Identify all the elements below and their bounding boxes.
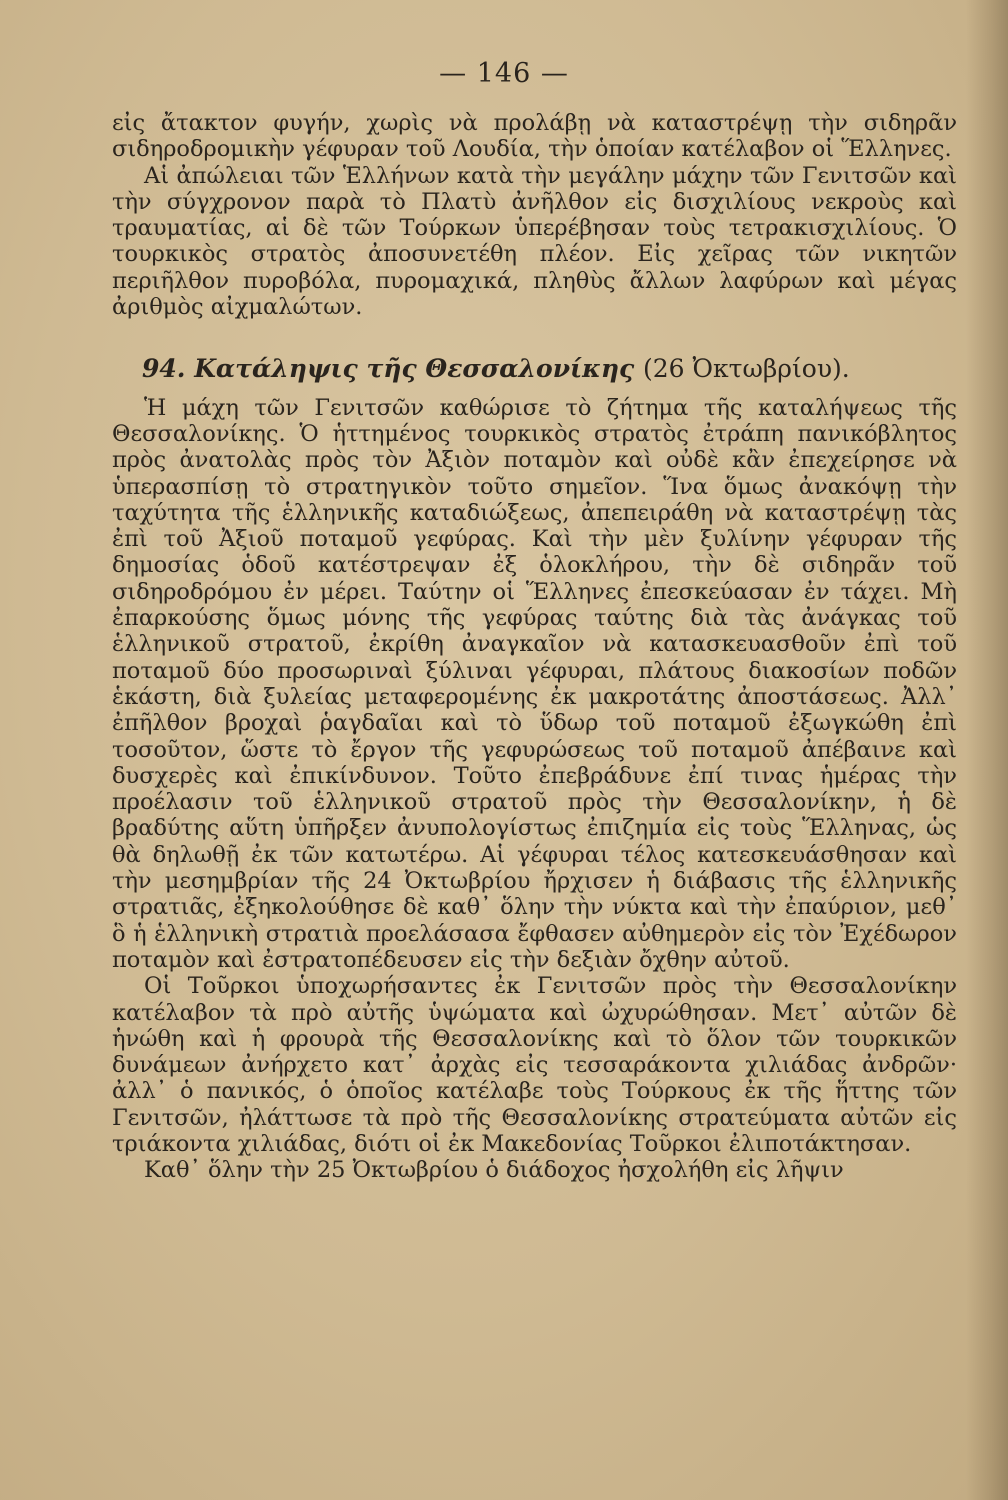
paragraph-turkish-retreat: Οἱ Τοῦρκοι ὑποχωρήσαντες ἐκ Γενιτσῶν πρὸς τὴν Θεσσαλονίκην κατέλαβον τὰ πρὸ αὐτῆς ὑψώματα καὶ ὠχυρώθησαν. Μετ᾿ αὐτῶν δὲ ἡνώθη καὶ ἡ φρουρὰ τῆς Θεσσαλονίκης καὶ τὸ ὅλον τῶν τουρκικῶν δυνάμεων ἀνήρχετο κατ᾿ ἀρχὰς εἰς τεσσαράκοντα χιλιάδας ἀνδρῶν· ἀλλ᾿ ὁ πανικός, ὁ ὁποῖος κατέλαβε τοὺς Τούρκους ἐκ τῆς ἥττης τῶν Γενιτσῶν, ἠλάττωσε τὰ πρὸ τῆς Θεσσαλονίκης στρατεύματα αὐτῶν εἰς τριάκοντα χιλιάδας, διότι οἱ ἐκ Μακεδονίας Τοῦρκοι ἐλιποτάκτησαν. bbox=[112, 973, 957, 1157]
paragraph-continuation: εἰς ἄτακτον φυγήν, χωρὶς νὰ προλάβῃ νὰ καταστρέψῃ τὴν σιδηρᾶν σιδηροδρομικὴν γέφυραν τοῦ Λουδία, τὴν ὁποίαν κατέλαβον οἱ Ἕλληνες. bbox=[112, 110, 957, 163]
page-body bbox=[112, 110, 957, 1184]
paragraph-losses: Αἱ ἀπώλειαι τῶν Ἑλλήνων κατὰ τὴν μεγάλην μάχην τῶν Γενιτσῶν καὶ τὴν σύγχρονον παρὰ τὸ Πλατὺ ἀνῆλθον εἰς δισχιλίους νεκροὺς καὶ τραυματίας, αἱ δὲ τῶν Τούρκων ὑπερέβησαν τοὺς τετρακισχιλίους. Ὁ τουρκικὸς στρατὸς ἀποσυνετέθη πλέον. Εἰς χεῖρας τῶν νικητῶν περιῆλθον πυροβόλα, πυρομαχικά, πληθὺς ἄλλων λαφύρων καὶ μέγας ἀριθμὸς αἰχμαλώτων. bbox=[112, 162, 957, 321]
page-number: — 146 — bbox=[439, 58, 569, 89]
section-title: 94. Κατάληψις τῆς Θεσσαλονίκης bbox=[142, 354, 635, 384]
section-date: (26 Ὀκτωβρίου). bbox=[643, 354, 850, 384]
paragraph-crown-prince: Καθ᾿ ὅλην τὴν 25 Ὀκτωβρίου ὁ διάδοχος ἠσχολήθη εἰς λῆψιν bbox=[144, 1157, 844, 1184]
section-heading bbox=[112, 356, 957, 382]
page-edge-shadow bbox=[966, 0, 1008, 1500]
paragraph-battle-outcome: Ἡ μάχη τῶν Γενιτσῶν καθώρισε τὸ ζήτημα τῆς καταλήψεως τῆς Θεσσαλονίκης. Ὁ ἡττημένος τουρκικὸς στρατὸς ἐτράπη πανικόβλητος πρὸς ἀνατολὰς πρὸς τὸν Ἀξιὸν ποταμὸν καὶ οὐδὲ κἂν ἐπεχείρησε νὰ ὑπερασπίσῃ τὸ στρατηγικὸν τοῦτο σημεῖον. Ἵνα ὅμως ἀνακόψῃ τὴν ταχύτητα τῆς ἑλληνικῆς καταδιώξεως, ἀπεπειράθη νὰ καταστρέψῃ τὰς ἐπὶ τοῦ Ἀξιοῦ ποταμοῦ γεφύρας. Καὶ τὴν μὲν ξυλίνην γέφυραν τῆς δημοσίας ὁδοῦ κατέστρεψαν ἐξ ὁλοκλήρου, τὴν δὲ σιδηρᾶν τοῦ σιδηροδρόμου ἐν μέρει. Ταύτην οἱ Ἕλληνες ἐπεσκεύασαν ἐν τάχει. Μὴ ἐπαρκούσης ὅμως μόνης τῆς γεφύρας ταύτης διὰ τὰς ἀνάγκας τοῦ ἑλληνικοῦ στρατοῦ, ἐκρίθη ἀναγκαῖον νὰ κατασκευασθοῦν ἐπὶ τοῦ ποταμοῦ δύο προσωριναὶ ξύλιναι γέφυραι, πλάτους διακοσίων ποδῶν ἑκάστη, διὰ ξυλείας μεταφερομένης ἐκ μακροτάτης ἀποστάσεως. Ἀλλ᾿ ἐπῆλθον βροχαὶ ῥαγδαῖαι καὶ τὸ ὕδωρ τοῦ ποταμοῦ ἐξωγκώθη ἐπὶ τοσοῦτον, ὥστε τὸ ἔργον τῆς γεφυρώσεως τοῦ ποταμοῦ ἀπέβαινε καὶ δυσχερὲς καὶ ἐπικίνδυνον. Τοῦτο ἐπεβράδυνε ἐπί τινας ἡμέρας τὴν προέλασιν τοῦ ἑλληνικοῦ στρατοῦ πρὸς τὴν Θεσσαλονίκην, ἡ δὲ βραδύτης αὕτη ὑπῆρξεν ἀνυπολογίστως ἐπιζημία εἰς τοὺς Ἕλληνας, ὡς θὰ δηλωθῇ ἐκ τῶν κατωτέρω. Αἱ γέφυραι τέλος κατεσκευάσθησαν καὶ τὴν μεσημβρίαν τῆς 24 Ὀκτωβρίου ἤρχισεν ἡ διάβασις τῆς ἑλληνικῆς στρατιᾶς, ἐξηκολούθησε δὲ καθ᾿ ὅλην τὴν νύκτα καὶ τὴν ἐπαύριον, μεθ᾿ ὃ ἡ ἑλληνικὴ στρατιὰ προελάσασα ἔφθασεν αὐθημερὸν εἰς τὸν Ἐχέδωρον ποταμὸν καὶ ἐστρατοπέδευσεν εἰς τὴν δεξιὰν ὄχθην αὐτοῦ. bbox=[112, 394, 957, 973]
